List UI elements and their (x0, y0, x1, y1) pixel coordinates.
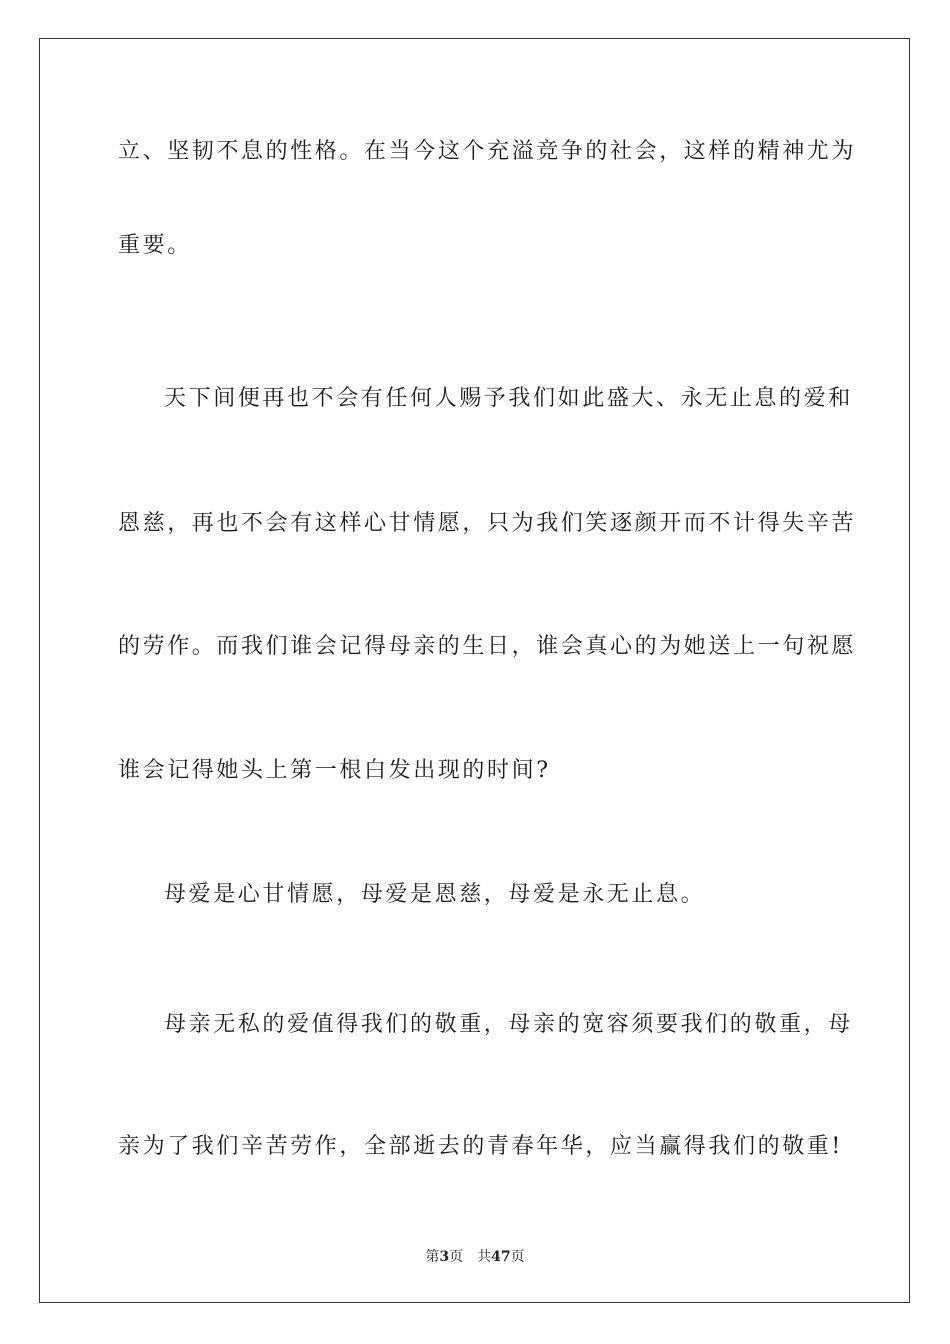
paragraph-first-line: 母亲无私的爱值得我们的敬重，母亲的宽容须要我们的敬重，母 (164, 1012, 853, 1037)
text-line: 立、坚韧不息的性格。在当今这个充溢竞争的社会，这样的精神尤为 (118, 139, 857, 164)
page-number: 3 (439, 1249, 450, 1265)
page-suffix: 页 (449, 1249, 464, 1265)
text-line: 恩慈，再也不会有这样心甘情愿，只为我们笑逐颜开而不计得失辛苦 (118, 511, 857, 536)
text-line: 亲为了我们辛苦劳作，全部逝去的青春年华，应当赢得我们的敬重! (118, 1134, 843, 1159)
total-pages: 47 (491, 1249, 511, 1265)
text-line: 重要。 (118, 233, 192, 258)
text-line: 谁会记得她头上第一根白发出现的时间? (118, 758, 551, 783)
text-line: 的劳作。而我们谁会记得母亲的生日，谁会真心的为她送上一句祝愿 (118, 634, 857, 659)
page-border (39, 38, 910, 1303)
paragraph-first-line: 母爱是心甘情愿，母爱是恩慈，母爱是永无止息。 (164, 882, 706, 907)
total-prefix: 共 (477, 1249, 492, 1265)
page-prefix: 第 (425, 1249, 440, 1265)
total-suffix: 页 (510, 1249, 525, 1265)
paragraph-first-line: 天下间便再也不会有任何人赐予我们如此盛大、永无止息的爱和 (164, 386, 853, 411)
page-footer (0, 1247, 950, 1267)
